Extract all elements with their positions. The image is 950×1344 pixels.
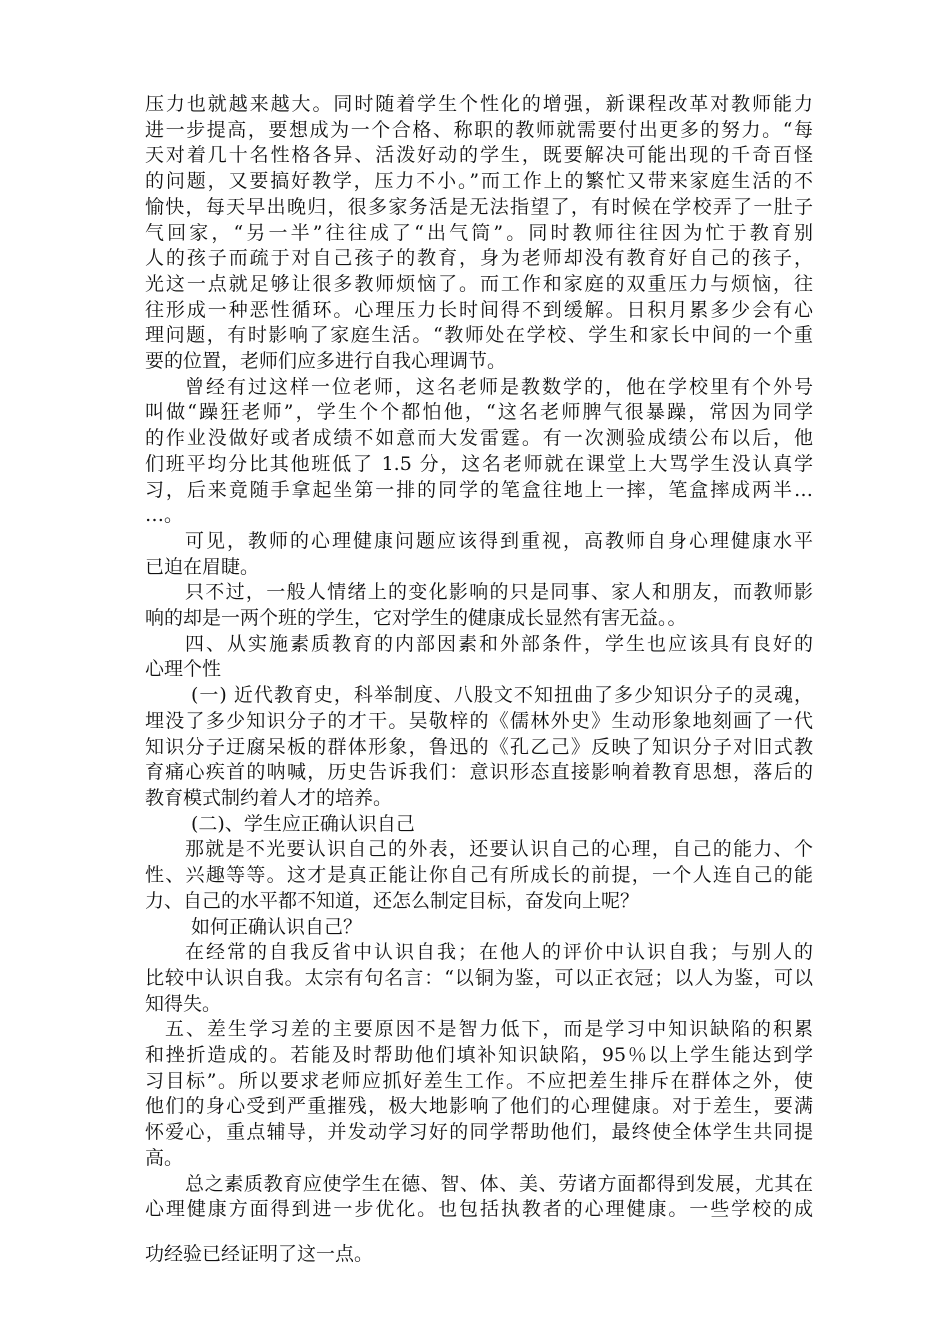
text-line: 的问题，又要搞好教学，压力不小。”而工作上的繁忙又带来家庭生活的不 <box>145 170 813 193</box>
document-page <box>145 92 813 1268</box>
text-line: 知识分子迂腐呆板的群体形象，鲁迅的《孔乙己》反映了知识分子对旧式教 <box>145 735 813 758</box>
text-line: 可见，教师的心理健康问题应该得到重视，高教师自身心理健康水平 <box>185 529 813 552</box>
text-line: 进一步提高，要想成为一个合格、称职的教师就需要付出更多的努力。“每 <box>145 118 813 141</box>
text-line: 那就是不光要认识自己的外表，还要认识自己的心理，自己的能力、个 <box>185 838 813 861</box>
text-line: 人的孩子而疏于对自己孩子的教育，身为老师却没有教育好自己的孩子， <box>145 247 813 270</box>
text-line: 五、差生学习差的主要原因不是智力低下，而是学习中知识缺陷的积累 <box>165 1018 813 1041</box>
text-line: …。 <box>145 504 184 527</box>
text-line: 要的位置，老师们应多进行自我心理调节。 <box>145 350 507 373</box>
text-line: 埋没了多少知识分子的才干。吴敬梓的《儒林外史》生动形象地刻画了一代 <box>145 709 813 732</box>
text-line: 愉快，每天早出晚归，很多家务活是无法指望了，有时候在学校弄了一肚子 <box>145 195 813 218</box>
text-line: 怀爱心，重点辅导，并发动学习好的同学帮助他们，最终使全体学生共同提 <box>145 1121 813 1144</box>
text-line: 教育模式制约着人才的培养。 <box>145 786 393 809</box>
text-line: 习目标”。所以要求老师应抓好差生工作。不应把差生排斥在群体之外，使 <box>145 1069 813 1092</box>
text-line: 曾经有过这样一位老师，这名老师是教数学的，他在学校里有个外号 <box>185 375 813 398</box>
text-line: (一) 近代教育史，科举制度、八股文不知扭曲了多少知识分子的灵魂， <box>191 684 813 707</box>
text-line: 压力也就越来越大。同时随着学生个性化的增强，新课程改革对教师能力 <box>145 93 813 115</box>
text-line: 四、从实施素质教育的内部因素和外部条件，学生也应该具有良好的 <box>185 632 813 655</box>
text-line: 响的却是一两个班的学生，它对学生的健康成长显然有害无益。。 <box>145 607 687 630</box>
text-line: 往形成一种恶性循环。心理压力长时间得不到缓解。日积月累多少会有心 <box>145 298 813 321</box>
text-line: 光这一点就足够让很多教师烦恼了。而工作和家庭的双重压力与烦恼，往 <box>145 272 813 295</box>
text-line: 在经常的自我反省中认识自我；在他人的评价中认识自我；与别人的 <box>185 941 813 964</box>
text-line: 性、兴趣等等。这才是真正能让你自己有所成长的前提，一个人连自己的能 <box>145 864 813 887</box>
text-line: 知得失。 <box>145 992 222 1015</box>
text-line: 习，后来竟随手拿起坐第一排的同学的笔盒往地上一摔，笔盒摔成两半… <box>145 478 813 501</box>
text-line: 的作业没做好或者成绩不如意而大发雷霆。有一次测验成绩公布以后，他 <box>145 427 813 450</box>
text-line: 功经验已经证明了这一点。 <box>145 1242 374 1265</box>
text-line: 已迫在眉睫。 <box>145 555 260 578</box>
text-line: 理问题，有时影响了家庭生活。“教师处在学校、学生和家长中间的一个重 <box>145 324 813 347</box>
text-line: 心理个性 <box>145 658 222 681</box>
text-line: 只不过，一般人情绪上的变化影响的只是同事、家人和朋友，而教师影 <box>185 581 813 604</box>
text-line: 心理健康方面得到进一步优化。也包括执教者的心理健康。一些学校的成 <box>145 1198 813 1221</box>
text-line: 叫做“躁狂老师”，学生个个都怕他，“这名老师脾气很暴躁，常因为同学 <box>145 401 813 424</box>
text-line: 气回家，“另一半”往往成了“出气筒”。同时教师往往因为忙于教育别 <box>145 221 813 244</box>
text-line: 总之素质教育应使学生在德、智、体、美、劳诸方面都得到发展，尤其在 <box>185 1172 813 1195</box>
text-line: 育痛心疾首的呐喊，历史告诉我们：意识形态直接影响着教育思想，落后的 <box>145 761 813 784</box>
text-line: 力、自己的水平都不知道，还怎么制定目标，奋发向上呢？ <box>145 889 640 912</box>
text-line: 比较中认识自我。太宗有句名言：“以铜为鉴，可以正衣冠；以人为鉴，可以 <box>145 966 813 989</box>
text-line: 他们的身心受到严重摧残，极大地影响了他们的心理健康。对于差生，要满 <box>145 1095 813 1118</box>
text-line: 天对着几十名性格各异、活泼好动的学生，既要解决可能出现的千奇百怪 <box>145 144 813 167</box>
text-line: 如何正确认识自己？ <box>191 915 363 938</box>
text-line: 和挫折造成的。若能及时帮助他们填补知识缺陷，95％以上学生能达到学 <box>145 1044 813 1067</box>
text-line: 们班平均分比其他班低了 1.5 分，这名老师就在课堂上大骂学生没认真学 <box>145 452 813 475</box>
text-line: 高。 <box>145 1146 184 1169</box>
text-line: (二)、学生应正确认识自己 <box>191 812 415 835</box>
